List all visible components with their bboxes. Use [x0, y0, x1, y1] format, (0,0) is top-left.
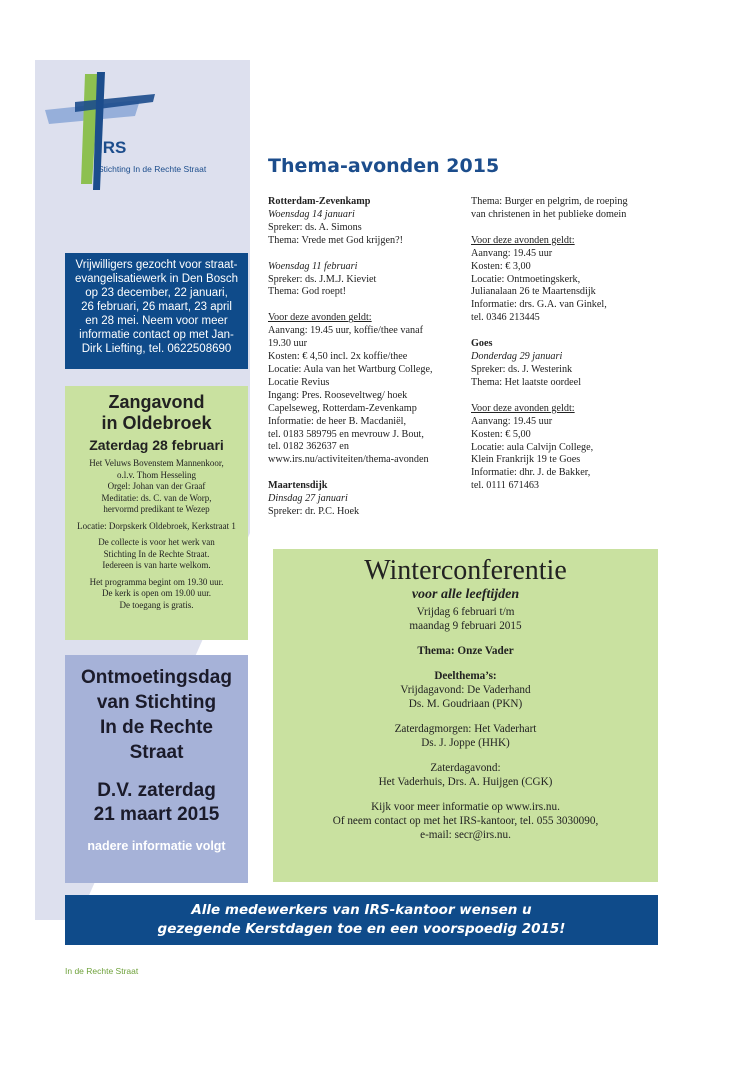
ontmoetingsdag-title-line: Ontmoetingsdag	[81, 667, 232, 688]
page-title: Thema-avonden 2015	[268, 155, 500, 177]
column-spacer	[471, 325, 671, 338]
winterconferentie-subtheme: Ds. J. Joppe (HHK)	[421, 737, 510, 749]
winterconferentie-subtitle: voor alle leeftijden	[411, 587, 520, 602]
ontmoetingsdag-title-line: van Stichting	[96, 692, 217, 713]
volunteers-line: op 23 december, 22 januari,	[85, 287, 228, 299]
column-line: Ingang: Pres. Rooseveltweg/ hoek	[268, 389, 408, 401]
zangavond-performers	[71, 458, 242, 516]
winterconferentie-info: e-mail: secr@irs.nu.	[420, 829, 511, 841]
winterconferentie-subtheme: Vrijdagavond: De Vaderhand	[400, 684, 531, 696]
column-line: 19.30 uur	[268, 338, 308, 350]
ontmoetingsdag-title-line: Straat	[129, 742, 184, 763]
zangavond-location	[71, 521, 242, 533]
column-line: van christenen in het publieke domein	[471, 208, 627, 220]
zangavond-line: De toegang is gratis.	[119, 599, 194, 610]
column-line: Locatie Revius	[268, 376, 330, 388]
column-line: Klein Frankrijk 19 te Goes	[471, 454, 581, 466]
winterconferentie-date: Vrijdag 6 februari t/m	[416, 606, 515, 618]
banner-line2: gezegende Kerstdagen toe en een voorspoedig 2015!	[157, 921, 566, 937]
irs-cross-logo-icon	[45, 72, 255, 192]
zangavond-line: Meditatie: ds. C. van de Worp,	[101, 492, 212, 503]
column-line: Spreker: dr. P.C. Hoek	[268, 506, 360, 518]
christmas-banner	[65, 895, 658, 945]
ontmoetingsdag-date	[69, 779, 244, 827]
logo-name: IRS	[98, 138, 127, 157]
volunteers-line: Vrijwilligers gezocht voor straat-	[75, 259, 238, 271]
banner-line1: Alle medewerkers van IRS-kantoor wensen u	[191, 902, 532, 918]
column-line: Capelseweg, Rotterdam-Zevenkamp	[268, 402, 417, 414]
column-line: Locatie: Ontmoetingskerk,	[471, 273, 581, 285]
column-line: Thema: Burger en pelgrim, de roeping	[471, 196, 628, 207]
zangavond-title	[71, 392, 242, 434]
column-line: tel. 0183 589795 en mevrouw J. Bout,	[268, 428, 424, 440]
column-spacer	[268, 299, 468, 312]
column-line: Woensdag 11 februari	[268, 260, 358, 272]
zangavond-line: Iedereen is van harte welkom.	[102, 560, 211, 570]
winterconferentie-subthemes-label: Deelthema’s:	[434, 670, 497, 682]
logo-subtitle: Stichting In de Rechte Straat	[98, 164, 207, 174]
zangavond-box	[65, 386, 248, 640]
winterconferentie-subtheme: Het Vaderhuis, Drs. A. Huijgen (CGK)	[378, 776, 553, 788]
column-line: Spreker: ds. A. Simons	[268, 221, 362, 233]
column-line: tel. 0111 671463	[471, 480, 540, 492]
winterconferentie-info: Of neem contact op met het IRS-kantoor, tel. 055 3030090,	[332, 815, 599, 827]
zangavond-title-line2: in Oldebroek	[101, 413, 212, 433]
zangavond-line: Het Veluws Bovenstem Mannenkoor,	[89, 458, 224, 468]
column-line: Julianalaan 26 te Maartensdijk	[471, 286, 596, 298]
volunteers-line: 26 februari, 26 maart, 23 april	[81, 301, 232, 313]
column-spacer	[471, 390, 671, 403]
volunteers-line: evangelisatiewerk in Den Bosch	[74, 273, 238, 285]
column-line: Dinsdag 27 januari	[268, 493, 348, 505]
winterconferentie-subtheme: Zaterdagavond:	[430, 762, 501, 774]
column-line: Woensdag 14 januari	[268, 208, 355, 220]
ontmoetingsdag-date-line: D.V. zaterdag	[97, 780, 216, 801]
column-line: Locatie: aula Calvijn College,	[471, 441, 594, 453]
location-heading: Rotterdam-Zevenkamp	[268, 196, 371, 207]
ontmoetingsdag-date-line: 21 maart 2015	[93, 804, 220, 825]
column-spacer	[471, 222, 671, 235]
footer-text: In de Rechte Straat	[65, 966, 139, 976]
ontmoetingsdag-title-line: In de Rechte	[100, 717, 213, 738]
column-line: tel. 0346 213445	[471, 312, 540, 324]
column-line: Thema: God roept!	[268, 286, 347, 298]
column-line: Kosten: € 3,00	[471, 260, 531, 272]
column-line: Voor deze avonden geldt:	[471, 234, 575, 246]
winterconferentie-theme: Thema: Onze Vader	[417, 645, 514, 657]
winterconferentie-subtheme: Ds. M. Goudriaan (PKN)	[408, 698, 523, 710]
column-line: Aanvang: 19.45 uur, koffie/thee vanaf	[268, 325, 423, 337]
column-line: Kosten: € 4,50 incl. 2x koffie/thee	[268, 351, 408, 363]
winterconferentie-info: Kijk voor meer informatie op www.irs.nu.	[371, 801, 560, 813]
zangavond-title-line1: Zangavond	[108, 392, 205, 412]
ontmoetingsdag-title	[69, 665, 244, 765]
volunteers-line: en 28 mei. Neem voor meer	[85, 315, 228, 327]
zangavond-program	[71, 577, 242, 612]
column-line: Aanvang: 19.45 uur	[471, 415, 553, 427]
winterconferentie-date: maandag 9 februari 2015	[409, 620, 522, 632]
column-spacer	[268, 467, 468, 480]
location-heading: Maartensdijk	[268, 480, 328, 492]
thema-avonden-column-right	[471, 196, 671, 493]
thema-avonden-column-left	[268, 196, 468, 519]
zangavond-line: Het programma begint om 19.30 uur.	[89, 576, 224, 587]
volunteers-line: informatie contact op met Jan-	[79, 329, 234, 341]
zangavond-line: De collecte is voor het werk van	[98, 537, 215, 547]
zangavond-line: Locatie: Dorpskerk Oldebroek, Kerkstraat 1	[77, 520, 236, 531]
column-line: www.irs.nu/activiteiten/thema-avonden	[268, 454, 429, 466]
zangavond-line: hervormd predikant te Wezep	[103, 504, 210, 514]
zangavond-collection	[71, 537, 242, 572]
zangavond-line: o.l.v. Thom Hesseling	[117, 469, 196, 480]
column-line: Spreker: ds. J.M.J. Kieviet	[268, 273, 377, 285]
column-line: Locatie: Aula van het Wartburg College,	[268, 363, 433, 375]
ontmoetingsdag-note: nadere informatie volgt	[87, 839, 226, 853]
winterconferentie-box	[273, 549, 658, 882]
column-spacer	[268, 248, 468, 261]
column-line: Voor deze avonden geldt:	[471, 402, 575, 414]
column-line: Voor deze avonden geldt:	[268, 312, 372, 324]
column-line: Aanvang: 19.45 uur	[471, 247, 553, 259]
ontmoetingsdag-box	[65, 655, 248, 883]
volunteers-box	[65, 253, 248, 369]
column-line: Donderdag 29 januari	[471, 351, 563, 363]
column-line: Informatie: drs. G.A. van Ginkel,	[471, 299, 607, 311]
column-line: Informatie: de heer B. Macdaniël,	[268, 415, 407, 427]
winterconferentie-subtheme: Zaterdagmorgen: Het Vaderhart	[394, 723, 537, 735]
zangavond-date: Zaterdag 28 februari	[89, 437, 224, 453]
location-heading: Goes	[471, 338, 493, 350]
column-line: Thema: Vrede met God krijgen?!	[268, 234, 403, 246]
column-line: tel. 0182 362637 en	[268, 441, 349, 453]
column-line: Informatie: dhr. J. de Bakker,	[471, 467, 591, 479]
volunteers-line: Dirk Liefting, tel. 0622508690	[81, 343, 232, 355]
winterconferentie-title: Winterconferentie	[364, 555, 567, 586]
column-line: Thema: Het laatste oordeel	[471, 376, 582, 388]
zangavond-line: De kerk is open om 19.00 uur.	[102, 588, 211, 598]
zangavond-line: Orgel: Johan van der Graaf	[107, 481, 206, 491]
zangavond-line: Stichting In de Rechte Straat.	[103, 548, 210, 559]
column-line: Spreker: ds. J. Westerink	[471, 363, 573, 375]
column-line: Kosten: € 5,00	[471, 428, 531, 440]
